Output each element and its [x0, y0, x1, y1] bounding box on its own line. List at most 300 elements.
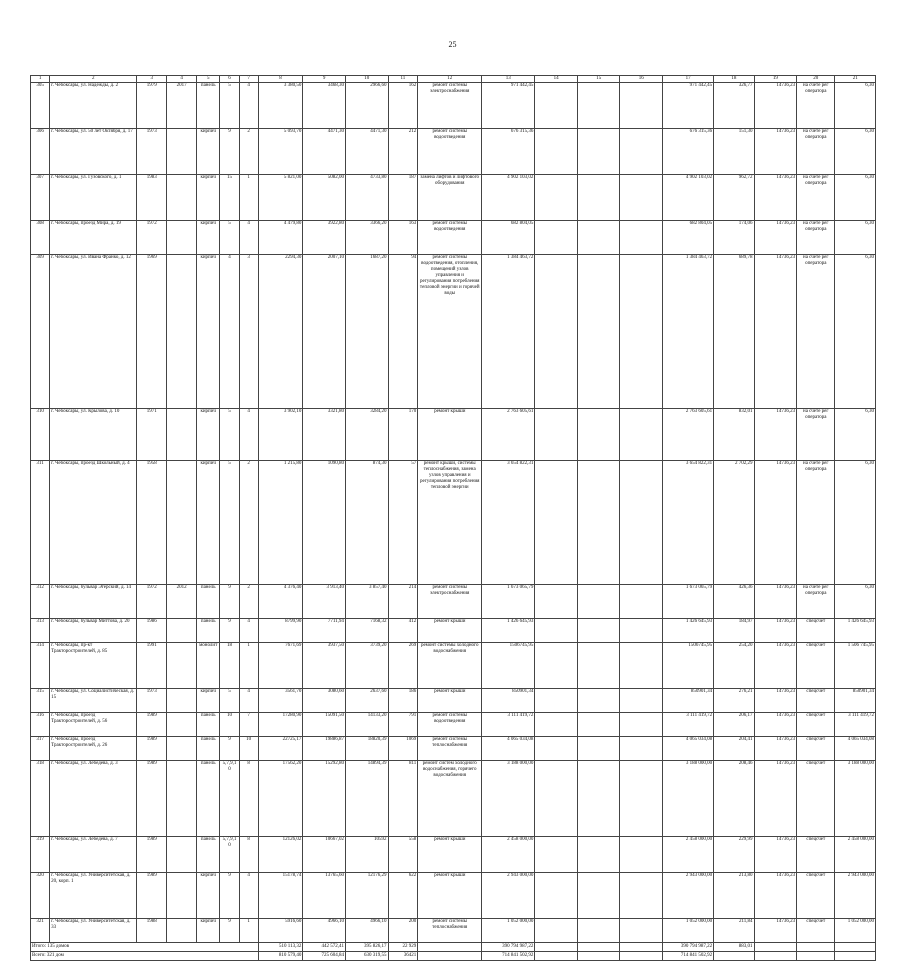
year-built-cell: 1986 — [137, 619, 167, 643]
column-number: 20 — [797, 76, 835, 83]
wall-material-cell: панель — [197, 83, 220, 129]
wall-material-cell: кирпич — [197, 409, 220, 461]
table-row — [31, 409, 876, 461]
work-type-cell: ремонт систем холодного водоснабжения, горячего водоснабжения — [418, 761, 482, 837]
column-number: 8 — [258, 76, 303, 83]
area-cell: 3321,80 — [303, 409, 346, 461]
entrances-cell: 4 — [239, 619, 258, 643]
table-row — [31, 737, 876, 761]
area-cell: 4966,10 — [303, 919, 346, 943]
funding-method-cell: на счете рег оператора — [797, 461, 835, 585]
residents-cell: 1069 — [388, 737, 418, 761]
wall-material-cell: панель — [197, 837, 220, 873]
year-renovated-cell — [167, 737, 197, 761]
column-15-cell — [577, 409, 620, 461]
column-21-cell: 1 052 000,00 — [835, 919, 876, 943]
cost-17-cell: 971 442,45 — [663, 83, 714, 129]
year-built-cell: 1988 — [137, 919, 167, 943]
funding-method-cell: спецсчет — [797, 713, 835, 737]
residents-cell: 811 — [388, 761, 418, 837]
residential-area-cell: 4471,30 — [345, 129, 388, 175]
table-row — [31, 713, 876, 737]
floors-cell: 5,7,9,10 — [220, 761, 239, 837]
wall-material-cell: кирпич — [197, 129, 220, 175]
limit-cost-cell: 14736,23 — [754, 737, 797, 761]
column-15-cell — [577, 689, 620, 713]
subtotal-empty-cell — [535, 943, 578, 952]
column-number: 4 — [167, 76, 197, 83]
unit-cost-cell: 832,01 — [714, 409, 754, 461]
column-number: 17 — [663, 76, 714, 83]
column-14-cell — [535, 837, 578, 873]
column-16-cell — [620, 221, 663, 255]
address-cell: г. Чебоксары, ул. Лебедева, д. 7 — [50, 837, 137, 873]
wall-material-cell: монолит — [197, 643, 220, 689]
grand-total-empty-cell — [620, 952, 663, 961]
column-16-cell — [620, 619, 663, 643]
year-renovated-cell — [167, 461, 197, 585]
funding-method-cell: спецсчет — [797, 761, 835, 837]
cost-17-cell: 4 902 103,02 — [663, 175, 714, 221]
floors-cell: 9 — [220, 129, 239, 175]
cost-17-cell: 850901,34 — [663, 689, 714, 713]
table-row — [31, 761, 876, 837]
table-body — [31, 76, 876, 943]
entrances-cell: 8 — [239, 837, 258, 873]
cost-total-cell: 1 052 000,00 — [482, 919, 535, 943]
subtotal-area-2: 395 826,17 — [345, 943, 388, 952]
work-type-cell: ремонт системы теплоснабжения — [418, 737, 482, 761]
column-14-cell — [535, 409, 578, 461]
area-cell: 3922,80 — [303, 221, 346, 255]
total-area-cell: 15178,74 — [258, 873, 303, 919]
total-area-cell: 2294,30 — [258, 255, 303, 409]
limit-cost-cell: 14736,23 — [754, 409, 797, 461]
entrances-cell: 4 — [239, 689, 258, 713]
grand-total-row — [31, 952, 876, 961]
work-type-cell: ремонт крыши — [418, 837, 482, 873]
column-16-cell — [620, 175, 663, 221]
address-cell: г. Чебоксары, ул. Университетская, д. 33 — [50, 919, 137, 943]
unit-cost-cell: 276,21 — [714, 689, 754, 713]
limit-cost-cell: 14736,23 — [754, 713, 797, 737]
column-14-cell — [535, 761, 578, 837]
cost-17-cell: 1 052 000,00 — [663, 919, 714, 943]
floors-cell: 5 — [220, 461, 239, 585]
column-21-cell: 6,30 — [835, 461, 876, 585]
residents-cell: 186 — [388, 689, 418, 713]
limit-cost-cell: 14736,23 — [754, 585, 797, 619]
year-built-cell: 1969 — [137, 255, 167, 409]
table-row — [31, 461, 876, 585]
address-cell: г. Чебоксары, ул. Социалистическая, д. 15 — [50, 689, 137, 713]
area-cell: 3937,50 — [303, 643, 346, 689]
column-number-row — [31, 76, 876, 83]
residents-cell: 269 — [388, 643, 418, 689]
column-14-cell — [535, 713, 578, 737]
floors-cell: 18 — [220, 643, 239, 689]
unit-cost-cell: 962,72 — [714, 175, 754, 221]
floors-cell: 9 — [220, 585, 239, 619]
grand-total-empty-cell — [418, 952, 482, 961]
cost-17-cell: 3 188 000,00 — [663, 761, 714, 837]
column-16-cell — [620, 713, 663, 737]
unit-cost-cell: 174,06 — [714, 221, 754, 255]
floors-cell: 5 — [220, 689, 239, 713]
work-type-cell: ремонт системы холодного водоснабжения — [418, 643, 482, 689]
limit-cost-cell: 14736,23 — [754, 83, 797, 129]
address-cell: г. Чебоксары, ул. Ивана Франко, д. 12 — [50, 255, 137, 409]
unit-cost-cell: 229,99 — [714, 837, 754, 873]
grand-total-label: Всего: 321 дом — [31, 952, 259, 961]
column-16-cell — [620, 873, 663, 919]
cost-total-cell: 2 458 000,00 — [482, 837, 535, 873]
column-14-cell — [535, 83, 578, 129]
row-number: 306 — [31, 129, 50, 175]
cost-total-cell: 2 943 000,00 — [482, 873, 535, 919]
residents-cell: 791 — [388, 713, 418, 737]
funding-method-cell: на счете рег оператора — [797, 255, 835, 409]
subtotal-cost-total: 390 794 987,22 — [482, 943, 535, 952]
row-number: 312 — [31, 585, 50, 619]
total-area-cell: 8799,90 — [258, 619, 303, 643]
table-row — [31, 873, 876, 919]
column-number: 2 — [50, 76, 137, 83]
column-15-cell — [577, 83, 620, 129]
residents-cell: 214 — [388, 585, 418, 619]
residents-cell: 200 — [388, 919, 418, 943]
table-row — [31, 619, 876, 643]
residential-area-cell: 874,30 — [345, 461, 388, 585]
entrances-cell: 3 — [239, 255, 258, 409]
residential-area-cell: 1687,20 — [345, 255, 388, 409]
residential-area-cell: 4733,80 — [345, 175, 388, 221]
row-number: 310 — [31, 409, 50, 461]
grand-total-empty-cell — [577, 952, 620, 961]
address-cell: г. Чебоксары, пр-кт Тракторостроителей, д. 85 — [50, 643, 137, 689]
limit-cost-cell: 14736,23 — [754, 255, 797, 409]
total-area-cell: 3 902,10 — [258, 409, 303, 461]
address-cell: г. Чебоксары, проезд Тракторостроителей, д. 26 — [50, 737, 137, 761]
unit-cost-cell: 204,41 — [714, 737, 754, 761]
address-cell: г. Чебоксары, проезд Школьный, д. 4 — [50, 461, 137, 585]
subtotal-residents: 22 929 — [388, 943, 418, 952]
residents-cell: 57 — [388, 461, 418, 585]
floors-cell: 15 — [220, 175, 239, 221]
cost-17-cell: 1 384 463,72 — [663, 255, 714, 409]
floors-cell: 5,7,9,10 — [220, 837, 239, 873]
cost-total-cell: 2 763 605,61 — [482, 409, 535, 461]
cost-total-cell: 1506745,95 — [482, 643, 535, 689]
grand-total-cost-17: 714 841 502,92 — [663, 952, 714, 961]
unit-cost-cell: 211,84 — [714, 919, 754, 943]
cost-total-cell: 676 315,36 — [482, 129, 535, 175]
total-area-cell: 1 215,80 — [258, 461, 303, 585]
column-16-cell — [620, 255, 663, 409]
column-15-cell — [577, 175, 620, 221]
funding-method-cell: на счете рег оператора — [797, 409, 835, 461]
cost-total-cell: 1 673 065,79 — [482, 585, 535, 619]
table-row — [31, 689, 876, 713]
column-16-cell — [620, 129, 663, 175]
funding-method-cell: спецсчет — [797, 643, 835, 689]
subtotal-unit-cost: 883,01 — [714, 943, 754, 952]
column-16-cell — [620, 919, 663, 943]
column-16-cell — [620, 409, 663, 461]
column-number: 19 — [754, 76, 797, 83]
year-built-cell: 1989 — [137, 713, 167, 737]
work-type-cell: ремонт системы электроснабжения — [418, 585, 482, 619]
cost-total-cell: 4 902 103,02 — [482, 175, 535, 221]
row-number: 314 — [31, 643, 50, 689]
area-cell: 13765,60 — [303, 873, 346, 919]
column-16-cell — [620, 585, 663, 619]
limit-cost-cell: 14736,23 — [754, 461, 797, 585]
area-cell: 3 913,40 — [303, 585, 346, 619]
column-number: 14 — [535, 76, 578, 83]
total-area-cell: 22725,17 — [258, 737, 303, 761]
area-cell: 19886,87 — [303, 737, 346, 761]
entrances-cell: 4 — [239, 83, 258, 129]
entrances-cell: 4 — [239, 409, 258, 461]
column-14-cell — [535, 619, 578, 643]
year-built-cell: 1989 — [137, 873, 167, 919]
subtotal-row — [31, 943, 876, 952]
funding-method-cell: спецсчет — [797, 919, 835, 943]
cost-total-cell: 3 188 000,00 — [482, 761, 535, 837]
cost-17-cell: 676 315,36 — [663, 129, 714, 175]
table-row — [31, 919, 876, 943]
column-21-cell: 4 065 034,08 — [835, 737, 876, 761]
wall-material-cell: панель — [197, 619, 220, 643]
area-cell: 4471,30 — [303, 129, 346, 175]
wall-material-cell: кирпич — [197, 461, 220, 585]
wall-material-cell: кирпич — [197, 221, 220, 255]
cost-17-cell: 2 763 605,61 — [663, 409, 714, 461]
work-type-cell: замена лифтов и лифтового оборудования — [418, 175, 482, 221]
year-built-cell: 1958 — [137, 461, 167, 585]
total-area-cell: 12126,02 — [258, 837, 303, 873]
residential-area-cell: 4966,10 — [345, 919, 388, 943]
unit-cost-cell: 151,30 — [714, 129, 754, 175]
cost-17-cell: 1506745,95 — [663, 643, 714, 689]
residential-area-cell: 7168,32 — [345, 619, 388, 643]
row-number: 315 — [31, 689, 50, 713]
area-cell: 1090,80 — [303, 461, 346, 585]
grand-total-empty-cell — [835, 952, 876, 961]
column-number: 16 — [620, 76, 663, 83]
column-21-cell: 6,30 — [835, 83, 876, 129]
column-16-cell — [620, 461, 663, 585]
column-16-cell — [620, 689, 663, 713]
floors-cell: 9 — [220, 737, 239, 761]
cost-total-cell: 1 426 645,93 — [482, 619, 535, 643]
cost-17-cell: 1 673 065,79 — [663, 585, 714, 619]
unit-cost-cell: 184,97 — [714, 619, 754, 643]
funding-method-cell: на счете рег оператора — [797, 129, 835, 175]
table-row — [31, 221, 876, 255]
column-21-cell: 6,30 — [835, 409, 876, 461]
area-cell: 7711,94 — [303, 619, 346, 643]
column-number: 1 — [31, 76, 50, 83]
work-type-cell: ремонт крыши — [418, 689, 482, 713]
table-row — [31, 129, 876, 175]
column-number: 15 — [577, 76, 620, 83]
column-21-cell: 2 943 000,00 — [835, 873, 876, 919]
year-built-cell: 1983 — [137, 175, 167, 221]
address-cell: г. Чебоксары, бульвар Миттова, д. 20 — [50, 619, 137, 643]
table-row — [31, 83, 876, 129]
column-14-cell — [535, 461, 578, 585]
funding-method-cell: спецсчет — [797, 689, 835, 713]
entrances-cell: 2 — [239, 129, 258, 175]
address-cell: г. Чебоксары, ул. 50 лет Октября, д. 17 — [50, 129, 137, 175]
residents-cell: 187 — [388, 175, 418, 221]
subtotal-empty-cell — [797, 943, 835, 952]
grand-total-empty-cell — [714, 952, 754, 961]
year-renovated-cell — [167, 619, 197, 643]
cost-17-cell: 4 065 034,08 — [663, 737, 714, 761]
column-15-cell — [577, 461, 620, 585]
floors-cell: 5 — [220, 83, 239, 129]
address-cell: г. Чебоксары, проезд Тракторостроителей, д. 56 — [50, 713, 137, 737]
unit-cost-cell: 208,46 — [714, 761, 754, 837]
area-cell: 2007,10 — [303, 255, 346, 409]
column-16-cell — [620, 643, 663, 689]
grand-total-residents: 36421 — [388, 952, 418, 961]
residential-area-cell: 10592 — [345, 837, 388, 873]
total-area-cell: 3561,70 — [258, 689, 303, 713]
limit-cost-cell: 14736,23 — [754, 873, 797, 919]
residential-area-cell: 2637,60 — [345, 689, 388, 713]
row-number: 321 — [31, 919, 50, 943]
column-16-cell — [620, 737, 663, 761]
year-built-cell: 1991 — [137, 643, 167, 689]
unit-cost-cell: 689,78 — [714, 255, 754, 409]
column-number: 10 — [345, 76, 388, 83]
column-21-cell: 850901,34 — [835, 689, 876, 713]
cost-total-cell: 3 111 419,72 — [482, 713, 535, 737]
residential-area-cell: 12176,29 — [345, 873, 388, 919]
cost-17-cell: 1 426 645,93 — [663, 619, 714, 643]
program-table — [30, 75, 876, 961]
area-cell: 15091,50 — [303, 713, 346, 737]
work-type-cell: ремонт системы водоотведения — [418, 713, 482, 737]
column-15-cell — [577, 221, 620, 255]
column-21-cell: 3 188 000,00 — [835, 761, 876, 837]
row-number: 309 — [31, 255, 50, 409]
work-type-cell: ремонт системы водоотведения, отопления, помещений узлов управления и регулирования потребления тепловой энергии и горячей воды — [418, 255, 482, 409]
column-21-cell: 6,30 — [835, 255, 876, 409]
floors-cell: 9 — [220, 873, 239, 919]
cost-total-cell: 1 384 463,72 — [482, 255, 535, 409]
residents-cell: 162 — [388, 83, 418, 129]
area-cell: 5082,00 — [303, 175, 346, 221]
column-15-cell — [577, 919, 620, 943]
column-number: 3 — [137, 76, 167, 83]
column-14-cell — [535, 175, 578, 221]
column-number: 12 — [418, 76, 482, 83]
column-14-cell — [535, 643, 578, 689]
subtotal-area-1: 442 572,41 — [303, 943, 346, 952]
address-cell: г. Чебоксары, ул. Крылова, д. 10 — [50, 409, 137, 461]
grand-total-area-2: 630 319,55 — [345, 952, 388, 961]
row-number: 305 — [31, 83, 50, 129]
residential-area-cell: 14894,39 — [345, 761, 388, 837]
limit-cost-cell: 14736,23 — [754, 643, 797, 689]
entrances-cell: 1 — [239, 643, 258, 689]
row-number: 311 — [31, 461, 50, 585]
work-type-cell: ремонт системы водоотведения — [418, 221, 482, 255]
wall-material-cell: кирпич — [197, 689, 220, 713]
column-15-cell — [577, 643, 620, 689]
limit-cost-cell: 14736,23 — [754, 175, 797, 221]
cost-17-cell: 2 943 000,00 — [663, 873, 714, 919]
subtotal-empty-cell — [754, 943, 797, 952]
address-cell: г. Чебоксары, ул. Университетская, д. 20, корп. 1 — [50, 873, 137, 919]
entrances-cell: 1 — [239, 919, 258, 943]
grand-total-empty-cell — [754, 952, 797, 961]
cost-17-cell: 3 654 822,31 — [663, 461, 714, 585]
column-15-cell — [577, 255, 620, 409]
year-built-cell: 1971 — [137, 409, 167, 461]
column-number: 11 — [388, 76, 418, 83]
column-number: 13 — [482, 76, 535, 83]
floors-cell: 4 — [220, 255, 239, 409]
limit-cost-cell: 14736,23 — [754, 761, 797, 837]
column-number: 9 — [303, 76, 346, 83]
cost-total-cell: 971 442,45 — [482, 83, 535, 129]
floors-cell: 5 — [220, 221, 239, 255]
funding-method-cell: на счете рег оператора — [797, 585, 835, 619]
total-area-cell: 5 093,70 — [258, 129, 303, 175]
cost-total-cell: 3 654 822,31 — [482, 461, 535, 585]
subtotal-cost-17: 390 794 987,22 — [663, 943, 714, 952]
year-built-cell: 1989 — [137, 737, 167, 761]
work-type-cell: ремонт системы водоотведения — [418, 129, 482, 175]
subtotal-empty-cell — [577, 943, 620, 952]
area-cell: 15292,80 — [303, 761, 346, 837]
unit-cost-cell: 2 702,29 — [714, 461, 754, 585]
cost-total-cell: 4 065 034,08 — [482, 737, 535, 761]
year-renovated-cell: 2012 — [167, 585, 197, 619]
column-15-cell — [577, 129, 620, 175]
column-14-cell — [535, 221, 578, 255]
column-21-cell: 1 426 645,93 — [835, 619, 876, 643]
residential-area-cell: 18820,39 — [345, 737, 388, 761]
column-21-cell: 1 506 745,95 — [835, 643, 876, 689]
wall-material-cell: кирпич — [197, 873, 220, 919]
total-area-cell: 4 376,40 — [258, 585, 303, 619]
column-21-cell: 6,30 — [835, 585, 876, 619]
row-number: 313 — [31, 619, 50, 643]
total-area-cell: 17280,90 — [258, 713, 303, 737]
subtotal-empty-cell — [418, 943, 482, 952]
year-renovated-cell — [167, 713, 197, 737]
residential-area-cell: 3366,20 — [345, 221, 388, 255]
cost-total-cell: 682 804,05 — [482, 221, 535, 255]
address-cell: г. Чебоксары, бульвар Эгерский, д. 14 — [50, 585, 137, 619]
year-renovated-cell — [167, 761, 197, 837]
wall-material-cell: кирпич — [197, 175, 220, 221]
grand-total-empty-cell — [797, 952, 835, 961]
subtotal-empty-cell — [620, 943, 663, 952]
year-renovated-cell — [167, 643, 197, 689]
grand-total-empty-cell — [535, 952, 578, 961]
entrances-cell: 4 — [239, 873, 258, 919]
year-renovated-cell — [167, 837, 197, 873]
column-number: 5 — [197, 76, 220, 83]
